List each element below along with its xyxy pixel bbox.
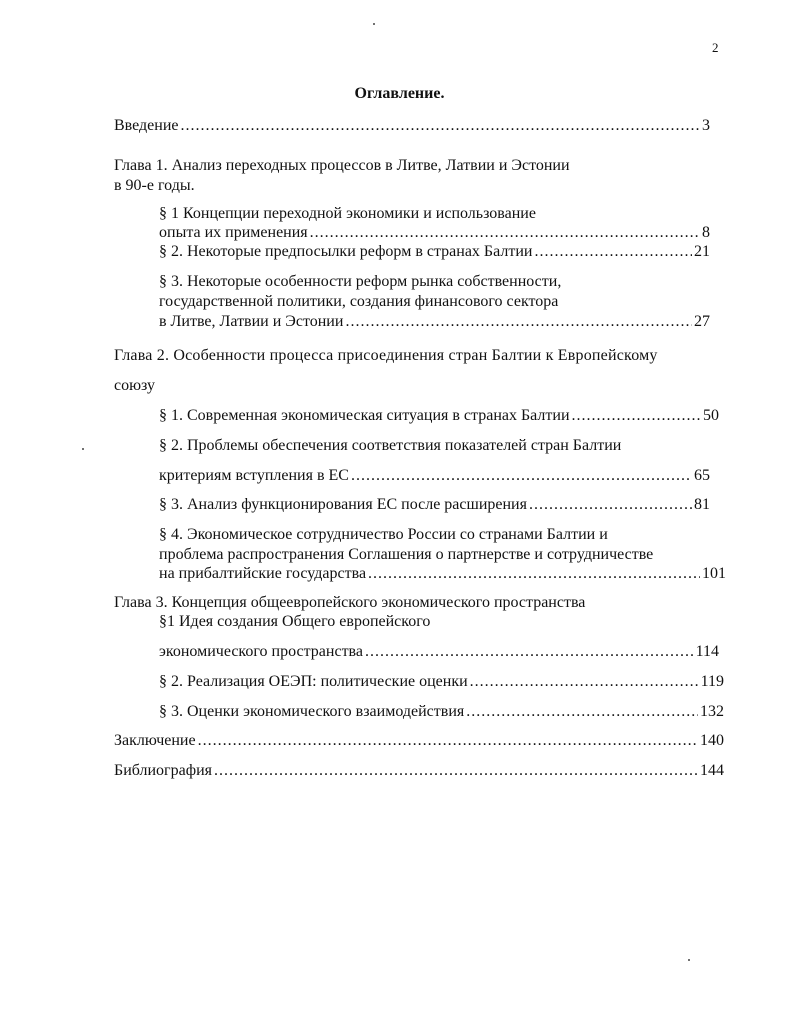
dot-leader <box>310 223 700 242</box>
entry-page: 3 <box>702 117 710 134</box>
entry-label: критериям вступления в ЕС <box>159 467 349 484</box>
entry-page: 81 <box>694 496 710 513</box>
dot-leader <box>351 466 692 485</box>
chapter-1-heading: Глава 1. Анализ переходных процессов в Литве, Латвии и Эстонии <box>114 157 570 174</box>
scan-speck <box>688 959 690 961</box>
entry-label: § 3. Оценки экономического взаимодействия <box>159 703 465 720</box>
entry-page: 101 <box>702 565 726 582</box>
entry-page: 65 <box>694 467 710 484</box>
dot-leader <box>365 642 694 661</box>
toc-entry-bibliography <box>114 761 724 780</box>
entry-label: § 1. Современная экономическая ситуация в странах Балтии <box>159 407 570 424</box>
toc-entry-1-2 <box>159 242 710 261</box>
toc-entry-1-1 <box>159 223 710 242</box>
toc-entry-2-1 <box>159 406 719 425</box>
toc-entry-1-3-line: государственной политики, создания финансового сектора <box>159 293 559 310</box>
dot-leader <box>198 731 698 750</box>
page-number: 2 <box>712 40 719 55</box>
dot-leader <box>529 495 692 514</box>
toc-entry-2-4-line: проблема распространения Соглашения о партнерстве и сотрудничестве <box>159 546 654 563</box>
entry-page: 132 <box>700 703 724 720</box>
chapter-2-heading: Глава 2. Особенности процесса присоединения стран Балтии к Европейскому <box>114 347 658 364</box>
dot-leader <box>534 242 692 261</box>
toc-entry-1-3 <box>159 312 710 331</box>
chapter-2-heading-cont: союзу <box>114 377 156 394</box>
toc-entry-conclusion <box>114 731 724 750</box>
entry-label: на прибалтийские государства <box>159 565 367 582</box>
toc-entry-3-1-line: §1 Идея создания Общего европейского <box>159 613 431 630</box>
entry-page: 144 <box>700 762 724 779</box>
toc-entry-1-1-line: § 1 Концепции переходной экономики и использование <box>159 205 536 222</box>
page-title: Оглавление. <box>354 85 445 102</box>
dot-leader <box>181 116 701 135</box>
toc-entry-1-3-line: § 3. Некоторые особенности реформ рынка собственности, <box>159 273 562 290</box>
toc-entry-2-4-line: § 4. Экономическое сотрудничество России со странами Балтии и <box>159 526 608 543</box>
dot-leader <box>214 761 698 780</box>
entry-page: 114 <box>695 643 719 660</box>
toc-entry-2-4 <box>159 564 726 583</box>
dot-leader <box>470 672 699 691</box>
entry-label: Введение <box>114 117 179 134</box>
scan-speck <box>82 448 84 450</box>
entry-page: 27 <box>694 313 710 330</box>
entry-label: § 2. Реализация ОЕЭП: политические оценки <box>159 673 468 690</box>
entry-label: Библиография <box>114 762 212 779</box>
scan-speck <box>373 23 375 25</box>
toc-entry-introduction <box>114 116 710 135</box>
entry-label: Заключение <box>114 732 196 749</box>
entry-page: 50 <box>703 407 719 424</box>
toc-entry-3-2 <box>159 672 724 691</box>
entry-page: 140 <box>700 732 724 749</box>
toc-entry-2-2-line: § 2. Проблемы обеспечения соответствия показателей стран Балтии <box>159 437 622 454</box>
entry-page: 119 <box>700 673 724 690</box>
toc-entry-2-3 <box>159 495 710 514</box>
dot-leader <box>368 564 700 583</box>
toc-entry-3-3 <box>159 702 724 721</box>
chapter-1-heading-cont: в 90-е годы. <box>114 177 195 194</box>
dot-leader <box>572 406 701 425</box>
entry-label: в Литве, Латвии и Эстонии <box>159 313 344 330</box>
toc-entry-2-2 <box>159 466 710 485</box>
entry-page: 21 <box>694 243 710 260</box>
entry-label: § 2. Некоторые предпосылки реформ в странах Балтии <box>159 243 533 260</box>
toc-entry-3-1 <box>159 642 719 661</box>
dot-leader <box>345 312 692 331</box>
dot-leader <box>466 702 698 721</box>
entry-label: экономического пространства <box>159 643 363 660</box>
entry-label: § 3. Анализ функционирования ЕС после расширения <box>159 496 527 513</box>
entry-page: 8 <box>702 224 710 241</box>
entry-label: опыта их применения <box>159 224 308 241</box>
chapter-3-heading: Глава 3. Концепция общеевропейского экономического пространства <box>114 594 586 611</box>
